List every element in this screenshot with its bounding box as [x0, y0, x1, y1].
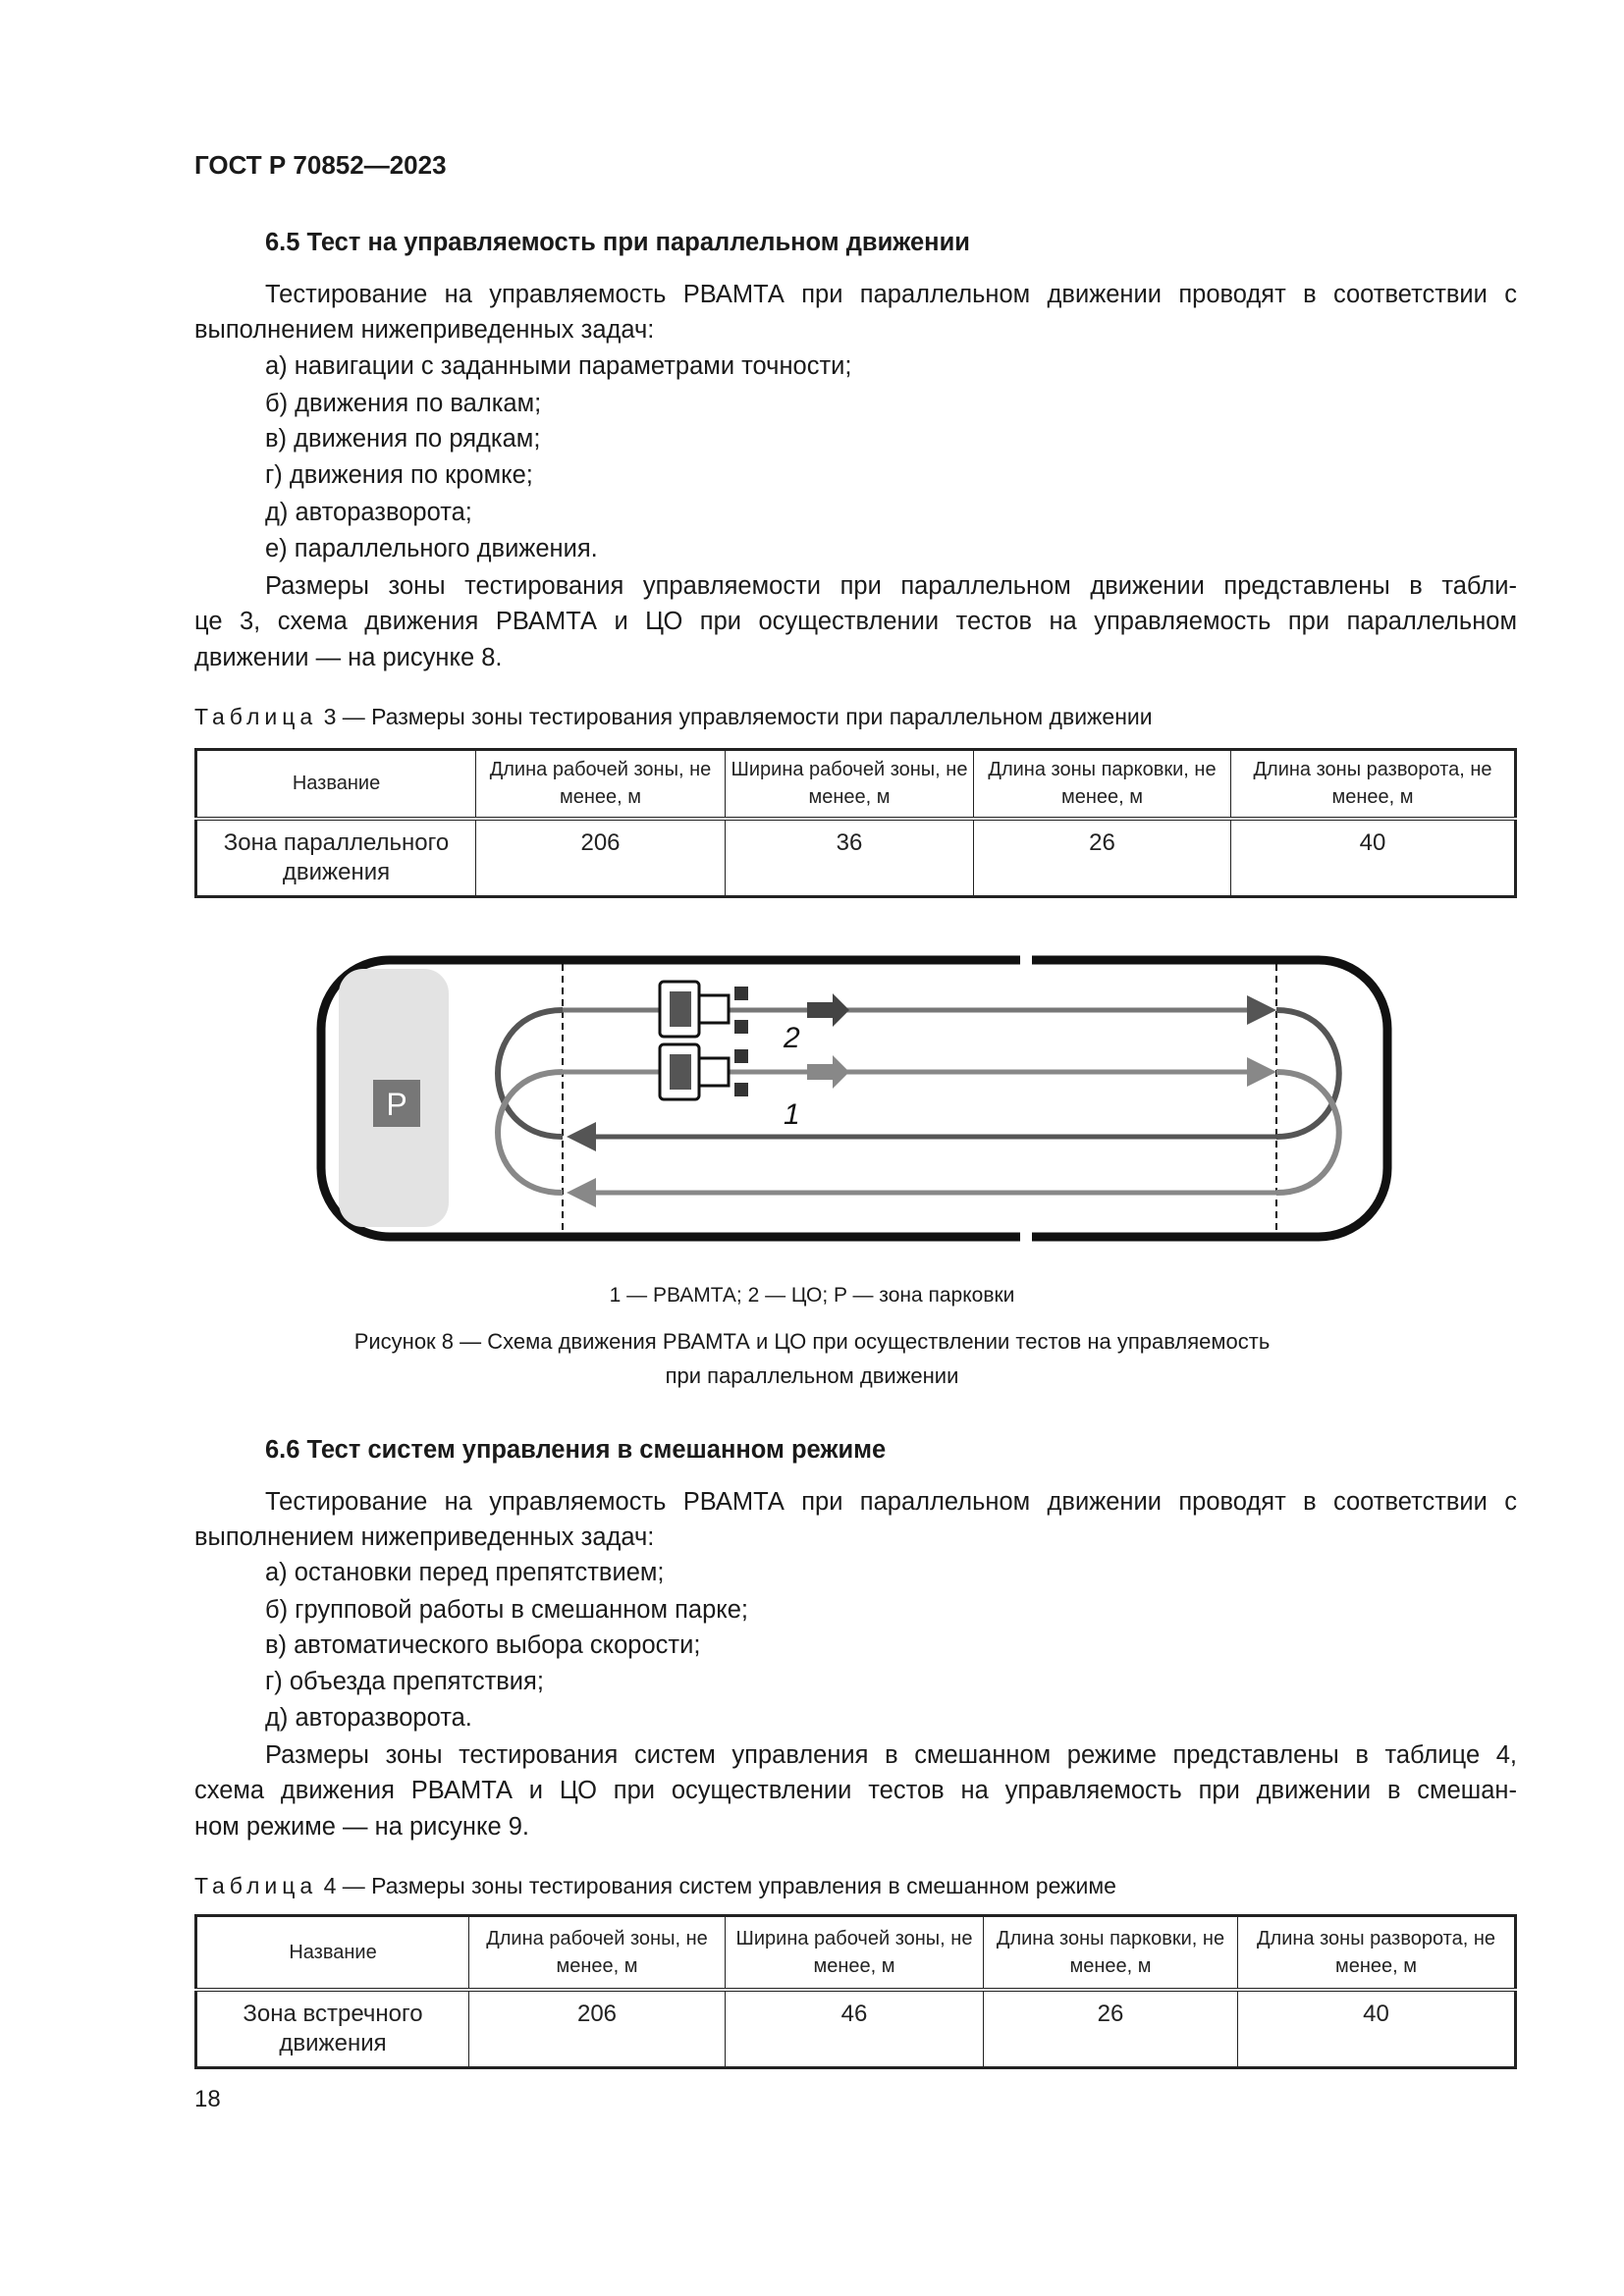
section-6-6-heading: 6.6 Тест систем управления в смешанном режиме: [265, 1436, 887, 1464]
table-caption-text: 4 — Размеры зоны тестирования систем управления в смешанном режиме: [317, 1873, 1116, 1898]
list-item: а) навигации с заданными параметрами точности;: [265, 352, 852, 380]
table-cell: 206: [476, 819, 726, 897]
header-cell: Длина зоны разворота, не менее, м: [1238, 1916, 1516, 1990]
table-header-row: [196, 750, 1516, 819]
table-header-row: [196, 1916, 1516, 1990]
list-item: е) параллельного движения.: [265, 535, 598, 562]
list-item: в) автоматического выбора скорости;: [265, 1631, 701, 1659]
header-cell: Название: [196, 1916, 469, 1990]
break-mark-top: [1020, 950, 1032, 972]
header-cell: Длина рабочей зоны, не менее, м: [469, 1916, 726, 1990]
list-item: д) авторазворота.: [265, 1704, 472, 1732]
table-cell: 40: [1231, 819, 1516, 897]
table-cell: 36: [726, 819, 974, 897]
list-item: б) движения по валкам;: [265, 390, 542, 417]
table-cell: Зона встречного движения: [196, 1990, 469, 2068]
header-cell: Длина зоны парковки, не менее, м: [974, 750, 1231, 819]
label-1: 1: [784, 1098, 800, 1131]
table-cell: 40: [1238, 1990, 1516, 2068]
figure-8-legend: 1 — РВАМТА; 2 — ЦО; P — зона парковки: [609, 1284, 1015, 1307]
figure-8-diagram: [314, 942, 1394, 1247]
table-cell: 26: [974, 819, 1231, 897]
parking-label: P: [386, 1087, 407, 1122]
table-caption-text: 3 — Размеры зоны тестирования управляемости при параллельном движении: [317, 704, 1153, 729]
list-item: б) групповой работы в смешанном парке;: [265, 1596, 748, 1624]
table-caption-prefix: Таблица: [194, 704, 318, 729]
table-4-caption: [194, 1870, 1116, 1901]
table-row: [196, 819, 1516, 897]
header-cell: Длина зоны парковки, не менее, м: [984, 1916, 1238, 1990]
paragraph-line: выполнением нижеприведенных задач:: [194, 1523, 655, 1551]
label-2: 2: [784, 1022, 800, 1054]
header-cell: Название: [196, 750, 476, 819]
page-number: 18: [194, 2086, 221, 2112]
table-cell: 26: [984, 1990, 1238, 2068]
paragraph-line: Тестирование на управляемость РВАМТА при параллельном движении проводят в соответствии с: [265, 281, 1517, 308]
header-cell: Ширина рабочей зоны, не менее, м: [726, 1916, 984, 1990]
figure-8-title: Рисунок 8 — Схема движения РВАМТА и ЦО при осуществлении тестов на управляемость: [353, 1329, 1271, 1354]
header-cell: Длина рабочей зоны, не менее, м: [476, 750, 726, 819]
section-6-5-heading: 6.5 Тест на управляемость при параллельном движении: [265, 229, 970, 256]
table-row: [196, 1990, 1516, 2068]
table-caption-prefix: Таблица: [194, 1873, 318, 1898]
table-3: [194, 748, 1517, 898]
header-cell: Длина зоны разворота, не менее, м: [1231, 750, 1516, 819]
document-header: ГОСТ Р 70852—2023: [194, 150, 447, 180]
list-item: а) остановки перед препятствием;: [265, 1559, 665, 1586]
paragraph-line: схема движения РВАМТА и ЦО при осуществлении тестов на управляемость при движении в смешан-: [194, 1777, 1517, 1804]
paragraph-line: выполнением нижеприведенных задач:: [194, 316, 655, 344]
figure-8-title-cont: при параллельном движении: [665, 1363, 959, 1388]
paragraph-line: це 3, схема движения РВАМТА и ЦО при осуществлении тестов на управляемость при параллельном: [194, 608, 1517, 635]
list-item: д) авторазворота;: [265, 499, 472, 526]
paragraph-line: Размеры зоны тестирования управляемости при параллельном движении представлены в табли-: [265, 572, 1517, 600]
table-cell: 206: [469, 1990, 726, 2068]
list-item: в) движения по рядкам;: [265, 425, 541, 453]
list-item: г) объезда препятствия;: [265, 1668, 544, 1695]
table-cell: Зона параллельного движения: [196, 819, 476, 897]
list-item: г) движения по кромке;: [265, 461, 533, 489]
paragraph-line: Размеры зоны тестирования систем управления в смешанном режиме представлены в таблице 4,: [265, 1741, 1517, 1769]
table-cell: 46: [726, 1990, 984, 2068]
header-cell: Ширина рабочей зоны, не менее, м: [726, 750, 974, 819]
table-4: [194, 1914, 1517, 2069]
paragraph-line: движении — на рисунке 8.: [194, 644, 503, 671]
paragraph-line: ном режиме — на рисунке 9.: [194, 1813, 529, 1841]
paragraph-line: Тестирование на управляемость РВАМТА при параллельном движении проводят в соответствии с: [265, 1488, 1517, 1516]
test-zone-boundary: [321, 960, 1387, 1237]
table-3-caption: [194, 701, 1153, 732]
break-mark-bottom: [1020, 1225, 1032, 1247]
